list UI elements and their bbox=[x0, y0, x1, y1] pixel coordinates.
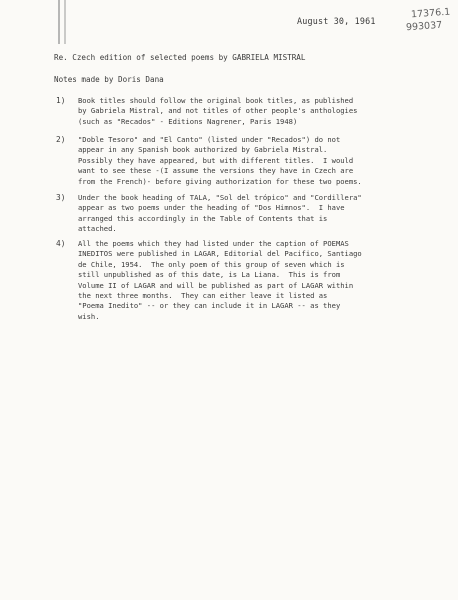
staple-mark bbox=[56, 0, 68, 46]
item-number: 3) bbox=[56, 193, 66, 202]
author-line: Notes made by Doris Dana bbox=[54, 75, 164, 84]
item-text: All the poems which they had listed under the caption of POEMAS INEDITOS were published in LAGAR, Editorial del Pacifico, Santiago de Chile, 1954. The only poem of this group of seven which is still unpublished as of this date, is La Liana. This is from Volume II of LAGAR and will be published as part of LAGAR within the next three months. They can either leave it listed as "Poema Inedito" -- or they can include it in LAGAR -- as they wish. bbox=[78, 239, 362, 321]
archive-number-1: 17376.1 bbox=[410, 6, 451, 21]
item-text: Under the book heading of TALA, "Sol del trópico" and "Cordillera" appear as two poems under the heading of "Dos Himnos". I have arranged this accordingly in the Table of Contents that is attached. bbox=[78, 193, 362, 234]
subject-line: Re. Czech edition of selected poems by GABRIELA MISTRAL bbox=[54, 53, 306, 62]
archive-number-2: 993037 bbox=[405, 19, 443, 34]
item-text: "Doble Tesoro" and "El Canto" (listed under "Recados") do not appear in any Spanish book authorized by Gabriela Mistral. Possibly they have appeared, but with different titles. I would want to see these -(I assume the versions they have in Czech are from the French)- before giving authorization for these two poems. bbox=[78, 135, 362, 186]
item-number: 4) bbox=[56, 239, 66, 248]
item-number: 1) bbox=[56, 96, 66, 105]
item-text: Book titles should follow the original book titles, as published by Gabriela Mistral, and not titles of other people's anthologies (such as "Recados" - Editions Nagrener, Paris 1948) bbox=[78, 96, 358, 126]
item-number: 2) bbox=[56, 135, 66, 144]
letter-date: August 30, 1961 bbox=[297, 16, 376, 26]
